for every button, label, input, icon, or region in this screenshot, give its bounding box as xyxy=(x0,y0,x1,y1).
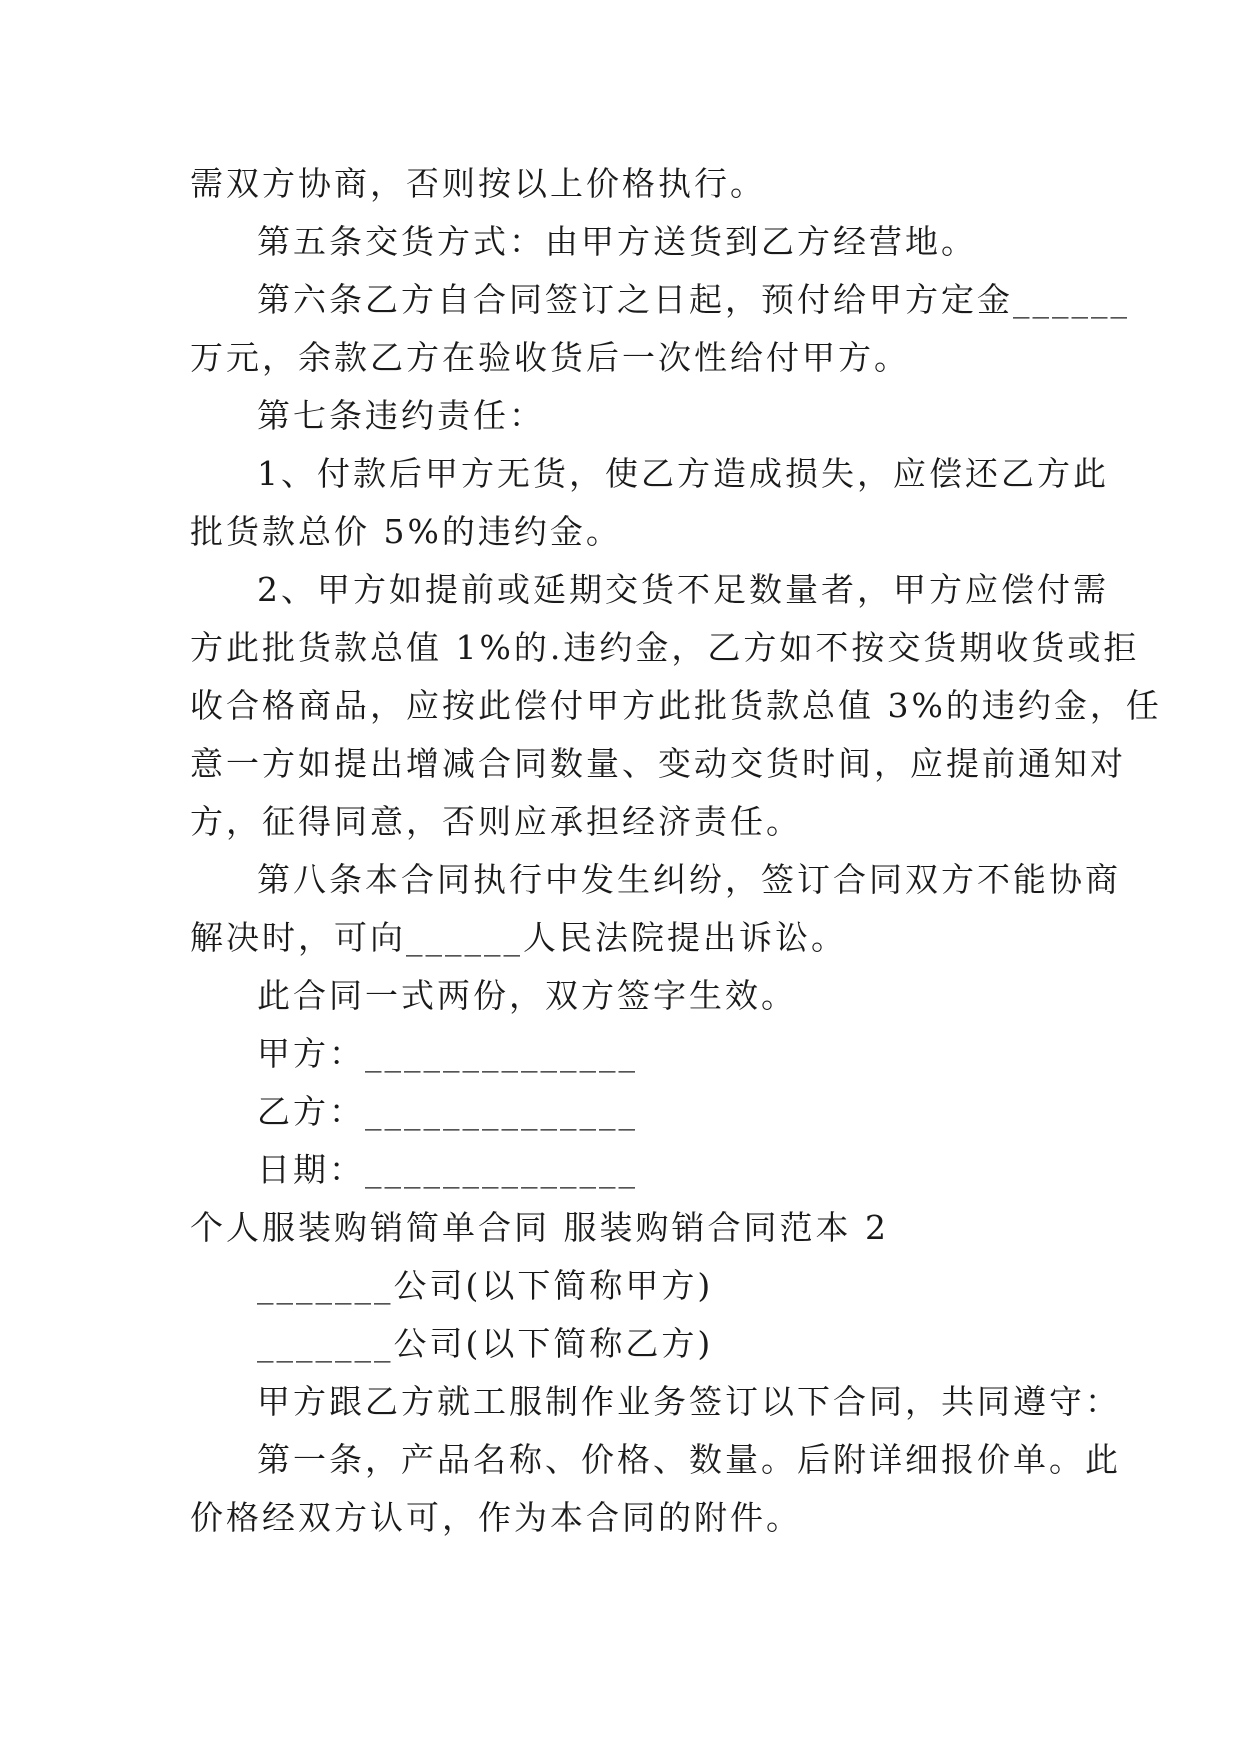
text-line: 解决时，可向______人民法院提出诉讼。 xyxy=(190,918,847,957)
text-line: _______公司(以下简称乙方) xyxy=(257,1324,714,1363)
text-line: 方，征得同意，否则应承担经济责任。 xyxy=(190,802,802,841)
text-line: 第七条违约责任： xyxy=(257,396,545,435)
text-line: 万元，余款乙方在验收货后一次性给付甲方。 xyxy=(190,338,910,377)
text-line: 2、甲方如提前或延期交货不足数量者，甲方应偿付需 xyxy=(257,570,1109,609)
text-line: 需双方协商，否则按以上价格执行。 xyxy=(190,164,766,203)
text-line: 此合同一式两份，双方签字生效。 xyxy=(257,976,797,1015)
text-line: 第五条交货方式：由甲方送货到乙方经营地。 xyxy=(257,222,977,261)
text-line: 第一条，产品名称、价格、数量。后附详细报价单。此 xyxy=(257,1440,1121,1479)
text-line: 第六条乙方自合同签订之日起，预付给甲方定金______ xyxy=(257,280,1130,319)
text-line: 第八条本合同执行中发生纠纷，签订合同双方不能协商 xyxy=(257,860,1121,899)
text-line: 方此批货款总值 1%的.违约金，乙方如不按交货期收货或拒 xyxy=(190,628,1140,667)
text-line: 价格经双方认可，作为本合同的附件。 xyxy=(190,1498,802,1537)
section-title: 个人服装购销简单合同 服装购销合同范本 2 xyxy=(190,1208,889,1247)
signature-line-party-a: 甲方：______________ xyxy=(257,1034,638,1073)
text-line: 意一方如提出增减合同数量、变动交货时间，应提前通知对 xyxy=(190,744,1126,783)
signature-line-party-b: 乙方：______________ xyxy=(257,1092,638,1131)
text-line: 1、付款后甲方无货，使乙方造成损失，应偿还乙方此 xyxy=(257,454,1109,493)
text-line: 批货款总价 5%的违约金。 xyxy=(190,512,622,551)
text-line: 收合格商品，应按此偿付甲方此批货款总值 3%的违约金，任 xyxy=(190,686,1162,725)
date-line: 日期：______________ xyxy=(257,1150,638,1189)
text-line: 甲方跟乙方就工服制作业务签订以下合同，共同遵守： xyxy=(257,1382,1121,1421)
text-line: _______公司(以下简称甲方) xyxy=(257,1266,714,1305)
